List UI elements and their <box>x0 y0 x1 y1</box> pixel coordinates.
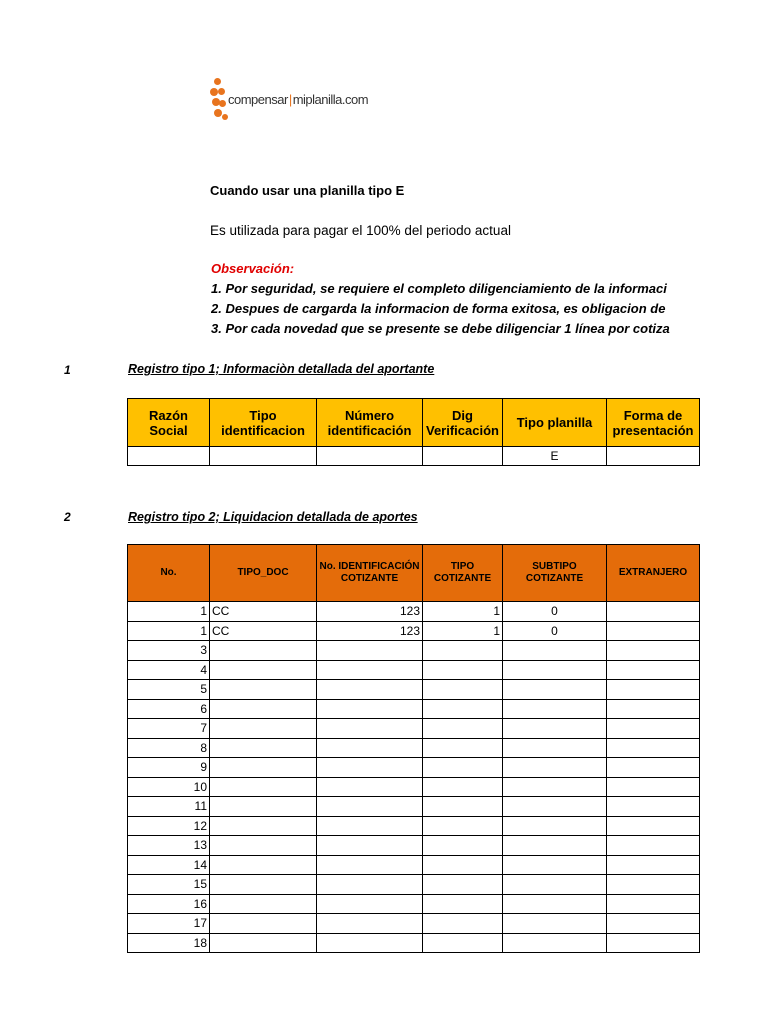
cell[interactable] <box>503 777 607 797</box>
table-row <box>128 621 700 641</box>
cell[interactable] <box>317 797 423 817</box>
cell[interactable] <box>317 680 423 700</box>
cell[interactable] <box>423 875 503 895</box>
cell[interactable] <box>210 855 317 875</box>
cell[interactable]: 8 <box>128 738 210 758</box>
table-row <box>128 914 700 934</box>
header-tipo-planilla: Tipo planilla <box>503 399 607 447</box>
cell[interactable] <box>607 777 700 797</box>
cell[interactable] <box>503 660 607 680</box>
cell[interactable] <box>607 660 700 680</box>
cell[interactable] <box>423 933 503 953</box>
table-row <box>128 758 700 778</box>
cell[interactable]: 123 <box>317 621 423 641</box>
cell[interactable]: 16 <box>128 894 210 914</box>
cell[interactable] <box>423 914 503 934</box>
aportante-table <box>127 398 700 466</box>
cell[interactable] <box>607 758 700 778</box>
cell[interactable] <box>210 836 317 856</box>
table-row <box>128 738 700 758</box>
cell[interactable] <box>503 738 607 758</box>
cell[interactable] <box>503 758 607 778</box>
cell[interactable] <box>503 816 607 836</box>
cell[interactable]: 9 <box>128 758 210 778</box>
table-row <box>128 933 700 953</box>
section1-title: Registro tipo 1; Informaciòn detallada del aportante <box>128 362 435 376</box>
cell[interactable] <box>317 875 423 895</box>
cell[interactable] <box>503 914 607 934</box>
cell[interactable] <box>210 447 317 466</box>
cell[interactable] <box>210 894 317 914</box>
cell[interactable] <box>607 836 700 856</box>
cell[interactable] <box>210 699 317 719</box>
cell[interactable] <box>317 933 423 953</box>
logo-dot <box>218 88 225 95</box>
table-row <box>128 875 700 895</box>
cell[interactable]: 0 <box>503 621 607 641</box>
logo-dot <box>214 78 221 85</box>
cell[interactable] <box>503 719 607 739</box>
section2-number: 2 <box>64 510 71 524</box>
table-row <box>128 836 700 856</box>
cell[interactable]: 123 <box>317 602 423 622</box>
cell[interactable] <box>503 894 607 914</box>
cell[interactable]: E <box>503 447 607 466</box>
cell[interactable]: 6 <box>128 699 210 719</box>
cell[interactable] <box>210 680 317 700</box>
cell[interactable] <box>503 875 607 895</box>
cell[interactable] <box>317 641 423 661</box>
cell[interactable] <box>423 738 503 758</box>
cell[interactable] <box>423 660 503 680</box>
cell[interactable] <box>607 914 700 934</box>
header-tipo-identificacion: Tipo identificacion <box>210 399 317 447</box>
cell[interactable] <box>210 875 317 895</box>
logo-dot <box>219 100 226 107</box>
cell[interactable] <box>607 894 700 914</box>
cell[interactable] <box>607 621 700 641</box>
header-tipo-doc: TIPO_DOC <box>210 545 317 602</box>
cell[interactable]: 3 <box>128 641 210 661</box>
table-row <box>128 699 700 719</box>
cell[interactable] <box>503 933 607 953</box>
header-extranjero: EXTRANJERO <box>607 545 700 602</box>
cell[interactable]: 12 <box>128 816 210 836</box>
cell[interactable] <box>423 836 503 856</box>
table-row <box>128 894 700 914</box>
cell[interactable] <box>317 738 423 758</box>
cell[interactable] <box>423 699 503 719</box>
table-row <box>128 777 700 797</box>
cell[interactable]: 1 <box>128 621 210 641</box>
cell[interactable] <box>423 816 503 836</box>
cell[interactable] <box>210 719 317 739</box>
cell[interactable] <box>503 836 607 856</box>
cell[interactable] <box>423 855 503 875</box>
cell[interactable] <box>317 894 423 914</box>
header-subtipo-cotizante: SUBTIPO COTIZANTE <box>503 545 607 602</box>
cell[interactable] <box>210 660 317 680</box>
header-razon-social: Razón Social <box>128 399 210 447</box>
cell[interactable]: 4 <box>128 660 210 680</box>
cell[interactable]: 18 <box>128 933 210 953</box>
cell[interactable] <box>210 914 317 934</box>
cell[interactable] <box>503 641 607 661</box>
cell[interactable] <box>423 641 503 661</box>
cell[interactable] <box>210 816 317 836</box>
cell[interactable]: 1 <box>128 602 210 622</box>
cell[interactable] <box>423 680 503 700</box>
cell[interactable] <box>607 855 700 875</box>
observation-label: Observación: <box>211 261 295 276</box>
cell[interactable] <box>503 855 607 875</box>
cell[interactable]: 7 <box>128 719 210 739</box>
compensar-logo <box>210 78 369 128</box>
cell[interactable]: 0 <box>503 602 607 622</box>
cell[interactable]: 11 <box>128 797 210 817</box>
cell[interactable] <box>607 738 700 758</box>
cell[interactable] <box>210 641 317 661</box>
cell[interactable] <box>317 660 423 680</box>
cell[interactable] <box>423 777 503 797</box>
table-row <box>128 447 700 466</box>
cell[interactable] <box>317 914 423 934</box>
aportes-table <box>127 544 700 953</box>
cell[interactable] <box>423 719 503 739</box>
header-no-identificacion: No. IDENTIFICACIÓN COTIZANTE <box>317 545 423 602</box>
cell[interactable] <box>423 758 503 778</box>
section2-title: Registro tipo 2; Liquidacion detallada de aportes <box>128 510 418 524</box>
section1-number: 1 <box>64 363 71 377</box>
cell[interactable] <box>503 680 607 700</box>
cell[interactable] <box>423 797 503 817</box>
cell[interactable] <box>317 836 423 856</box>
cell[interactable] <box>607 816 700 836</box>
table-row <box>128 816 700 836</box>
cell[interactable] <box>607 797 700 817</box>
table-row <box>128 660 700 680</box>
cell[interactable] <box>210 758 317 778</box>
cell[interactable] <box>607 641 700 661</box>
cell[interactable] <box>317 758 423 778</box>
cell[interactable]: 15 <box>128 875 210 895</box>
cell[interactable] <box>317 719 423 739</box>
table-row <box>128 680 700 700</box>
cell[interactable] <box>503 797 607 817</box>
cell[interactable] <box>210 738 317 758</box>
cell[interactable] <box>317 777 423 797</box>
observation-line: 1. Por seguridad, se requiere el completo diligenciamiento de la informaci <box>211 281 667 296</box>
cell[interactable]: 1 <box>423 602 503 622</box>
header-forma-presentacion: Forma de presentación <box>607 399 700 447</box>
cell[interactable] <box>607 602 700 622</box>
cell[interactable] <box>317 855 423 875</box>
cell[interactable] <box>607 699 700 719</box>
header-dig-verificacion: Dig Verificación <box>423 399 503 447</box>
cell[interactable] <box>317 699 423 719</box>
cell[interactable] <box>210 797 317 817</box>
page-title: Cuando usar una planilla tipo E <box>210 183 405 198</box>
cell[interactable] <box>607 719 700 739</box>
cell[interactable] <box>210 933 317 953</box>
cell[interactable] <box>607 680 700 700</box>
table-row <box>128 641 700 661</box>
cell[interactable] <box>423 447 503 466</box>
header-tipo-cotizante: TIPO COTIZANTE <box>423 545 503 602</box>
logo-wordmark: compensar|miplanilla.com <box>228 92 369 107</box>
table-header-row <box>128 545 700 602</box>
header-no: No. <box>128 545 210 602</box>
table-row <box>128 719 700 739</box>
cell[interactable] <box>423 894 503 914</box>
table-header-row <box>128 399 700 447</box>
cell[interactable] <box>503 699 607 719</box>
cell[interactable] <box>607 447 700 466</box>
header-numero-identificacion: Número identificación <box>317 399 423 447</box>
table-row <box>128 797 700 817</box>
cell[interactable] <box>210 777 317 797</box>
cell[interactable]: CC <box>210 621 317 641</box>
cell[interactable] <box>128 447 210 466</box>
cell[interactable] <box>317 447 423 466</box>
logo-dot <box>214 109 222 117</box>
table-row <box>128 855 700 875</box>
cell[interactable]: CC <box>210 602 317 622</box>
logo-dot <box>222 114 228 120</box>
cell[interactable] <box>317 816 423 836</box>
table-row <box>128 602 700 622</box>
cell[interactable] <box>607 875 700 895</box>
cell[interactable]: 5 <box>128 680 210 700</box>
cell[interactable]: 14 <box>128 855 210 875</box>
cell[interactable]: 1 <box>423 621 503 641</box>
cell[interactable]: 13 <box>128 836 210 856</box>
cell[interactable] <box>607 933 700 953</box>
cell[interactable]: 10 <box>128 777 210 797</box>
logo-dot <box>210 88 218 96</box>
observation-line: 3. Por cada novedad que se presente se debe diligenciar 1 línea por cotiza <box>211 321 670 336</box>
observation-line: 2. Despues de cargarda la informacion de forma exitosa, es obligacion de <box>211 301 666 316</box>
description-text: Es utilizada para pagar el 100% del periodo actual <box>210 223 511 238</box>
cell[interactable]: 17 <box>128 914 210 934</box>
